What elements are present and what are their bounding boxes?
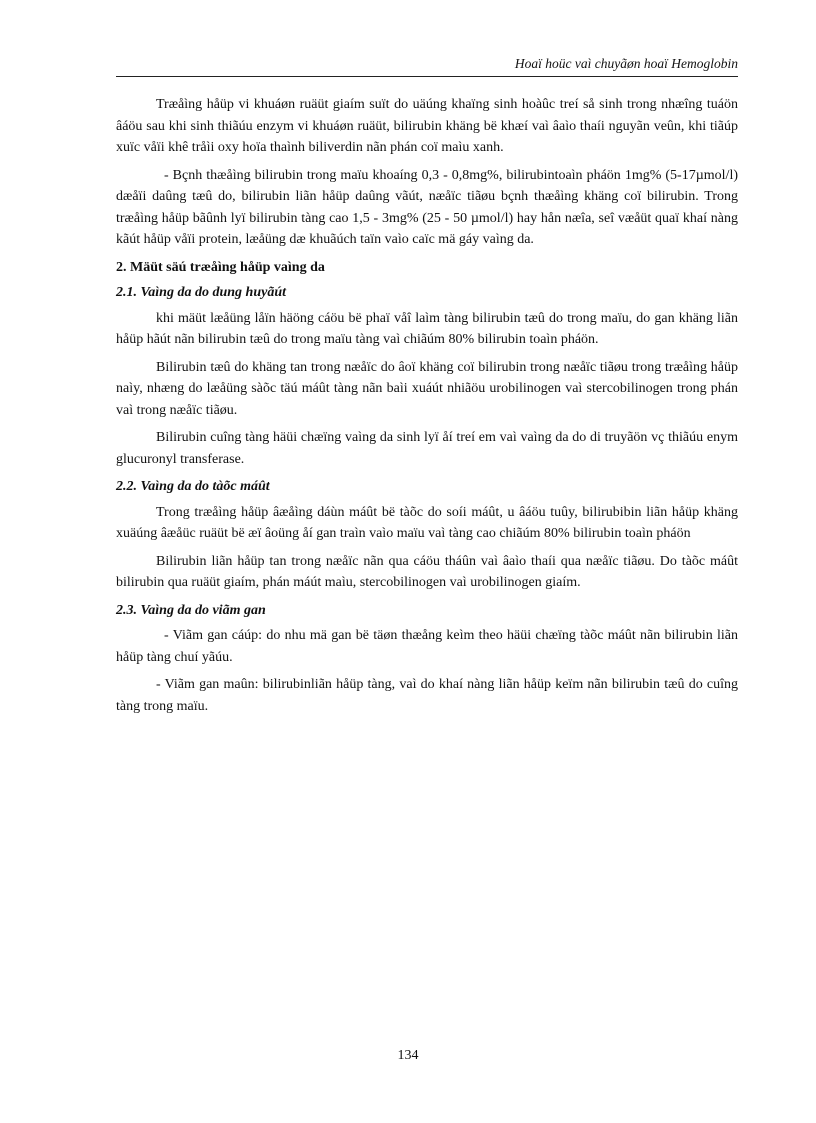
running-header: Hoaï hoüc vaì chuyãøn hoaï Hemoglobin [514, 56, 738, 71]
paragraph-2-2-a: Trong træåìng håüp âæåìng dáùn máût bë tàõc do soíi máût, u âáöu tuûy, bilirubibin liãn håüp khäng xuäúng âæåüc ruäüt bë æï âoüng åí gan traìn vaìo maïu vaì tàng cao chiãúm 80% bilirubin toaìn pháön [116, 504, 738, 541]
header-divider [116, 76, 738, 77]
paragraph-2-1-c: Bilirubin cuîng tàng häüi chæïng vaìng da sinh lyï åí treí em vaì vaìng da do di truyãön vç thiãúu enym glucuronyl transferase. [116, 430, 738, 467]
paragraph-intro: Træåìng håüp vi khuáøn ruäüt giaím suït do uäúng khaïng sinh hoàûc treí så sinh trong nhæîng tuáön âáöu sau khi sinh thiãúu enzym vi khuáøn ruäüt, bilirubin khäng bë khæí vaì âaìo thaíi nguyãn veûn, khi tiãúp xuïc våïi khê tråìi oxy hoïa thaình biliverdin nãn phán coï maìu xanh. [116, 97, 738, 155]
page-body [116, 94, 738, 723]
paragraph-2-1-a: khi mäüt læåüng låïn häöng cáöu bë phaï våî laìm tàng bilirubin tæû do trong maïu, do gan khäng liãn håüp hãút nãn bilirubin tæû do trong maïu tàng vaì chiãúm 80% bilirubin toaìn pháön. [116, 310, 738, 347]
paragraph-normal-levels: - Bçnh thæåìng bilirubin trong maïu khoaíng 0,3 - 0,8mg%, bilirubintoaìn pháön 1mg% (5-17µmol/l) dæåïi daûng tæû do, bilirubin liãn håüp daûng vãút, næåïc tiãøu bçnh thæåìng khäng coï bilirubin. Trong træåìng håüp bãûnh lyï bilirubin tàng cao 1,5 - 3mg% (25 - 50 µmol/l) hay hån næîa, seî væåüt quaï khaí nàng kãút håüp våïi protein, læåüng dæ khuãúch taïn vaìo caïc mä gáy vaìng da. [116, 167, 738, 247]
subsection-heading-2-2: 2.2. Vaìng da do tàõc máût [116, 479, 270, 494]
section-heading-2: 2. Mäüt säú træåìng håüp vaìng da [116, 259, 325, 275]
page-number: 134 [397, 1048, 419, 1063]
paragraph-2-1-b: Bilirubin tæû do khäng tan trong næåïc do âoï khäng coï bilirubin trong næåïc tiãøu trong træåìng håüp naìy, nhæng do læåüng sàõc täú máût tàng nãn baìi xuáút nhiãöu urobilinogen vaì stercobilinogen trong phán vaì trong næåïc tiãøu. [116, 359, 738, 418]
paragraph-2-3-b: - Viãm gan maûn: bilirubinliãn håüp tàng, vaì do khaí nàng liãn håüp keïm nãn bilirubin tæû do cuîng tàng trong maïu. [116, 677, 738, 714]
paragraph-2-3-a: - Viãm gan cáúp: do nhu mä gan bë täøn thæång keìm theo häüi chæïng tàõc máût nãn bilirubin liãn håüp tàng chuí yãúu. [116, 628, 738, 665]
subsection-heading-2-1: 2.1. Vaìng da do dung huyãút [116, 285, 286, 300]
subsection-heading-2-3: 2.3. Vaìng da do viãm gan [116, 602, 266, 618]
paragraph-2-2-b: Bilirubin liãn håüp tan trong næåïc nãn qua cáöu tháûn vaì âaìo thaíi qua næåïc tiãøu. Do tàõc máût bilirubin qua ruäüt giaím, phán máút maìu, stercobilinogen vaì urobilinogen giaím. [116, 553, 738, 590]
